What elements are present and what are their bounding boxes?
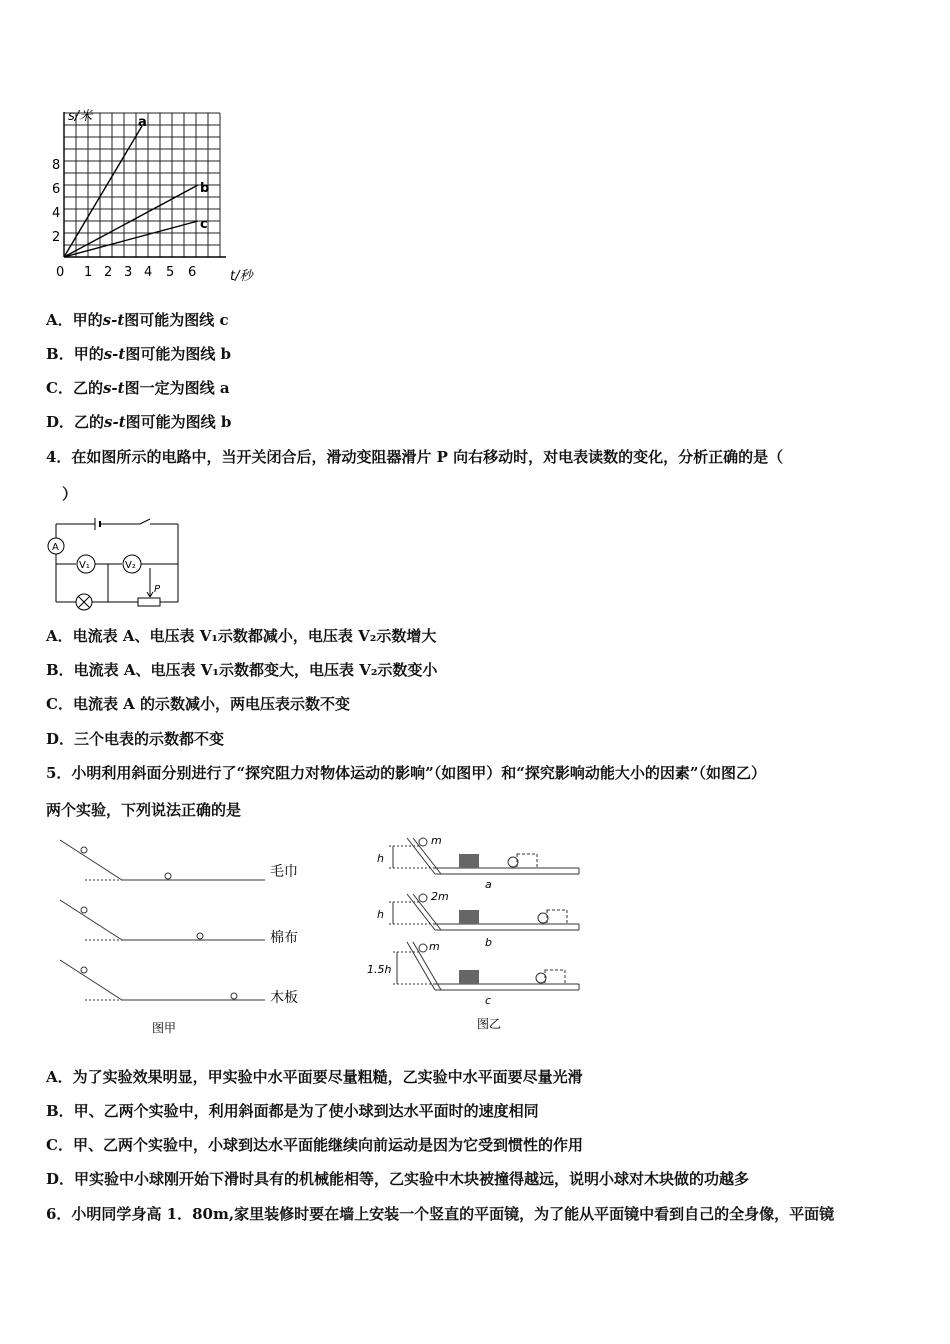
q5-option-c: C．甲、乙两个实验中，小球到达水平面能继续向前运动是因为它受到惯性的作用 (46, 1136, 583, 1154)
figure-yi (365, 830, 590, 1035)
q4-option-c: C．电流表 A 的示数减小，两电压表示数不变 (46, 695, 351, 713)
surface-wood: 木板 (270, 990, 298, 1006)
switch (140, 519, 150, 524)
q4-stem-line1: 4．在如图所示的电路中，当开关闭合后，滑动变阻器滑片 P 向右移动时，对电表读数的变化，分析正确的是（ (46, 448, 784, 466)
q3-option-b: B．甲的s-t图可能为图线 b (46, 345, 232, 363)
x-tick: 2 (104, 265, 113, 280)
origin-label: 0 (56, 265, 65, 280)
wood-block-a (459, 854, 479, 868)
sub-label-c: c (485, 994, 492, 1007)
y-tick: 6 (52, 182, 61, 197)
q4-option-d: D．三个电表的示数都不变 (46, 730, 225, 748)
q4-option-a: A．电流表 A、电压表 V₁示数都减小，电压表 V₂示数增大 (46, 627, 437, 645)
x-axis-label: t/秒 (230, 269, 253, 284)
q5-stem-line2: 两个实验，下列说法正确的是 (46, 801, 242, 819)
y-axis-label: s/米 (68, 109, 93, 124)
x-tick: 4 (144, 265, 153, 280)
x-tick: 5 (166, 265, 175, 280)
line-a-label: a (138, 115, 147, 130)
rheostat (138, 598, 160, 606)
q3-option-a: A．甲的s-t图可能为图线 c (46, 311, 229, 329)
y-tick: 8 (52, 158, 61, 173)
line-c-label: c (200, 217, 208, 232)
circuit-diagram (40, 512, 190, 612)
figure-jia (50, 830, 320, 1040)
sub-label-b: b (485, 936, 492, 949)
y-tick: 4 (52, 206, 61, 221)
q5-option-a: A．为了实验效果明显，甲实验中水平面要尽量粗糙，乙实验中水平面要尽量光滑 (46, 1068, 583, 1086)
v2-label: V₂ (125, 560, 136, 571)
q4-option-b: B．电流表 A、电压表 V₁示数都变大，电压表 V₂示数变小 (46, 661, 438, 679)
y-tick: 2 (52, 230, 61, 245)
mass-label-c: m (429, 940, 440, 953)
height-label-b: h (377, 908, 384, 921)
line-b-label: b (200, 181, 210, 196)
q3-option-c: C．乙的s-t图一定为图线 a (46, 379, 230, 397)
x-tick: 1 (84, 265, 93, 280)
sub-label-a: a (485, 878, 492, 891)
q5-stem-line1: 5．小明利用斜面分别进行了“探究阻力对物体运动的影响”（如图甲）和“探究影响动能大小的因素”（如图乙） (46, 764, 766, 782)
q6-stem-line1: 6．小明同学身高 1．80m,家里装修时要在墙上安装一个竖直的平面镜，为了能从平面镜中看到自己的全身像，平面镜 (46, 1205, 835, 1223)
st-graph (40, 104, 270, 289)
q4-stem-line2: ） (62, 485, 78, 503)
x-tick: 6 (188, 265, 197, 280)
q3-option-d: D．乙的s-t图可能为图线 b (46, 413, 232, 431)
height-label-c: 1.5h (367, 963, 392, 976)
v1-label: V₁ (79, 560, 90, 571)
figure-jia-caption: 图甲 (152, 1021, 177, 1035)
line-c (64, 221, 198, 257)
slider-label: P (154, 584, 161, 595)
height-label-a: h (377, 852, 384, 865)
x-tick: 3 (124, 265, 133, 280)
q5-option-d: D．甲实验中小球刚开始下滑时具有的机械能相等，乙实验中木块被撞得越远，说明小球对木块做的功越多 (46, 1170, 750, 1188)
wood-block-b (459, 910, 479, 924)
wood-block-c (459, 970, 479, 984)
q5-option-b: B．甲、乙两个实验中，利用斜面都是为了使小球到达水平面时的速度相同 (46, 1102, 539, 1120)
ammeter-label: A (52, 542, 59, 553)
mass-label-b: 2m (431, 890, 449, 903)
figure-yi-caption: 图乙 (477, 1017, 502, 1031)
surface-towel: 毛巾 (270, 864, 298, 880)
surface-cotton: 棉布 (270, 930, 298, 946)
mass-label-a: m (431, 834, 442, 847)
